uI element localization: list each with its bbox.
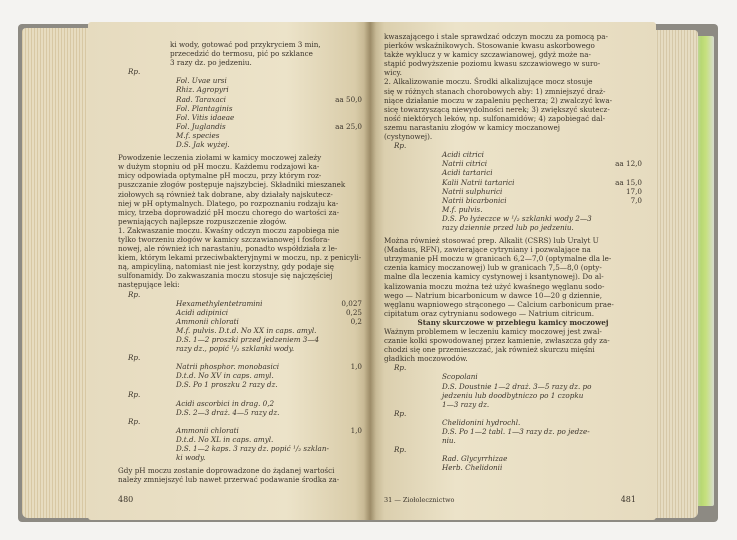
ingredient-name: Chelidonini hydrochl. — [442, 417, 521, 427]
text-line: następujące leki: — [118, 280, 180, 290]
text-line: kwaszającego i stale sprawdzać odczyn moczu za pomocą pa- — [384, 32, 608, 41]
text-line: pierków wskaźnikowych. Stosowanie kwasu askorbowego — [384, 41, 595, 51]
ingredient-name: Acidi ascorbici in drag. 0,2 — [176, 398, 275, 408]
rp-label: Rp. — [394, 141, 407, 151]
ingredient-name: D.S. Po 1—2 tabl. 1—3 razy dz. po jedze- — [442, 427, 590, 437]
prescription-line — [436, 214, 642, 223]
text-line: ność niektórych leków, np. sulfonamidów; 4) zapobiegać dal- — [384, 113, 606, 123]
ingredient-name: 1—3 razy dz. — [442, 399, 490, 409]
prescription-block — [384, 150, 642, 232]
ingredient-name: M.f. species — [176, 130, 220, 140]
ingredient-name: M.f. pulvis. — [442, 204, 483, 214]
ingredient-name: D.S. Jak wyżej. — [176, 140, 230, 150]
prescription-block — [118, 399, 362, 417]
text-line: wicy. — [384, 68, 402, 78]
prescription-line — [170, 344, 362, 353]
section-heading: Stany skurczowe w przebiegu kamicy moczowej — [417, 317, 609, 327]
text-line: stąpić podwyższenie poziomu kwasu szczawiowego w suro- — [384, 59, 601, 69]
paragraph — [118, 226, 362, 290]
ingredient-amount: 7,0 — [630, 195, 642, 205]
prescription-line — [170, 76, 362, 85]
ingredient-name: Acidi adipinici — [176, 307, 229, 317]
ingredient-amount: aa 25,0 — [335, 121, 362, 131]
prescription-line — [170, 104, 362, 113]
text-line: gładkich moczowodów. — [384, 354, 468, 364]
prescription-line — [436, 463, 642, 472]
prescription-line — [170, 335, 362, 344]
text-line: czenia kamicy moczanowej) lub w granicach 7,5—8,0 (opty- — [384, 263, 602, 273]
paragraph — [384, 32, 642, 141]
text-line: micy, trzeba doprowadzić pH moczu chorego do wartości za- — [118, 207, 340, 217]
prescription-line — [170, 113, 362, 122]
prescription-line — [436, 382, 642, 391]
ingredient-amount: 0,2 — [350, 316, 362, 326]
text-line: czanie kolki spowodowanej przez kamienie, zwłaszcza gdy za- — [384, 336, 610, 346]
prescription-block — [118, 76, 362, 149]
prescription-line — [170, 453, 362, 462]
prescription-line — [436, 400, 642, 409]
book-gutter — [364, 22, 376, 520]
text-line: utrzymanie pH moczu w granicach 6,2—7,0 (optymalne dla le- — [384, 254, 612, 264]
prescription-line — [436, 391, 642, 400]
left-top-lines — [118, 40, 362, 67]
ingredient-name: D.t.d. No XV in caps. amyl. — [176, 371, 274, 381]
prescription-line — [170, 131, 362, 140]
text-line: nowej, ale również ich narastaniu, ponadto współdziała z le- — [118, 244, 338, 254]
ingredient-amount: 1,0 — [350, 425, 362, 435]
prescription-line — [170, 408, 362, 417]
text-line: pewniających najlepsze rozpuszczenie złogów. — [118, 216, 287, 226]
prescription-line — [436, 454, 642, 463]
prescription-block — [384, 372, 642, 408]
paragraph — [384, 327, 642, 363]
text-line: także wyklucz y w kamicy szczawianowej, gdyż może na- — [384, 50, 591, 60]
rp-label: Rp. — [394, 445, 407, 455]
ingredient-name: D.S. 1—2 proszki przed jedzeniem 3—4 — [176, 335, 320, 344]
right-page — [370, 22, 656, 520]
text-line: ziołowych są również tak dobrane, aby działały najskutecz- — [118, 189, 333, 199]
ingredient-name: D.S. Po łyżeczce w ¹/₂ szklanki wody 2—3 — [442, 213, 592, 223]
ingredient-name: Rad. Glycyrrhizae — [442, 454, 508, 464]
ingredient-name: niu. — [442, 436, 456, 446]
prescription-line — [436, 418, 642, 427]
text-line: micy odpowiada optymalne pH moczu, przy którym roz- — [118, 171, 322, 181]
prescription-line — [170, 308, 362, 317]
prescription-line — [436, 427, 642, 436]
prescription-block — [118, 299, 362, 354]
text-line: puszczanie złogów postępuje najszybciej. Składniki mieszanek — [118, 180, 346, 190]
left-page — [88, 22, 372, 520]
prescription-line — [436, 205, 642, 214]
text-line: sulfonamidy. Do zakwaszania moczu stosuje się najczęściej — [118, 271, 333, 281]
prescription-block — [384, 454, 642, 472]
ingredient-name: Natrii citrici — [442, 159, 488, 169]
prescription-line — [436, 168, 642, 177]
ingredient-name: Natrii bicarbonici — [442, 195, 507, 205]
text-line: Gdy pH moczu zostanie doprowadzone do żądanej wartości — [118, 466, 335, 476]
ingredient-name: razy dz., popić ¹/₂ szklanki wody. — [176, 344, 295, 354]
prescription-block — [118, 362, 362, 389]
right-page-text — [384, 32, 642, 473]
text-line: Ważnym problemem w leczeniu kamicy moczowej jest zwal- — [384, 327, 602, 336]
prescription-line — [170, 435, 362, 444]
rp-label: Rp. — [128, 67, 141, 77]
text-line: wego — Natrium bicarbonicum w dawce 10—20 g dziennie, — [384, 290, 602, 300]
rp-label: Rp. — [394, 363, 407, 373]
text-line: niej w pH optymalnych. Dlatego, po rozpoznaniu rodzaju ka- — [118, 198, 339, 208]
ingredient-name: Ammonii chlorati — [176, 425, 239, 435]
paragraph — [118, 466, 362, 484]
text-line: należy zmniejszyć lub nawet przerwać podawanie środka za- — [118, 475, 340, 485]
text-line: Można również stosować prep. Alkalit (CSRS) lub Uralyt U — [384, 236, 599, 246]
prescription-line — [170, 317, 362, 326]
ingredient-name: Ammonii chlorati — [176, 316, 239, 326]
prescription-line — [436, 178, 642, 187]
page-footer: 31 — Ziołolecznictwo — [384, 496, 455, 504]
ingredient-name: Rad. Taraxaci — [176, 94, 226, 104]
rp-label: Rp. — [128, 353, 141, 363]
rp-label: Rp. — [394, 408, 407, 418]
ingredient-name: D.S. Doustnie 1—2 draż. 3—5 razy dz. po — [442, 381, 592, 391]
ingredient-name: jedzeniu lub doodbytniczo po 1 czopku — [442, 390, 584, 400]
ingredient-amount: aa 50,0 — [335, 94, 362, 104]
text-line: malne dla leczenia kamicy cystynowej i ksantynowej). Do al- — [384, 272, 604, 282]
paragraph — [384, 236, 642, 318]
text-line: 1. Zakwaszanie moczu. Kwaśny odczyn moczu zapobiega nie — [118, 225, 340, 235]
text-line: ki wody, gotować pod przykryciem 3 min, — [170, 40, 321, 49]
text-line: ną, ampicyliną, natomiast nie jest korzystny, gdy podaje się — [118, 262, 335, 272]
page-number: 481 — [620, 495, 636, 504]
prescription-block — [384, 418, 642, 445]
prescription-block — [118, 426, 362, 462]
ingredient-name: Herb. Chelidonii — [442, 463, 503, 473]
prescription-line — [170, 380, 362, 389]
prescription-line — [436, 372, 642, 381]
ingredient-name: D.S. 1—2 kaps. 3 razy dz. popić ¹/₂ szklan- — [176, 444, 329, 454]
ingredient-amount: 1,0 — [350, 362, 362, 372]
prescription-line — [170, 444, 362, 453]
ingredient-name: Fol. Plantaginis — [176, 103, 233, 113]
text-line: przecedzić do termosu, pić po szklance — [170, 49, 313, 59]
rp-label: Rp. — [128, 389, 141, 399]
ingredient-name: M.f. pulvis. D.t.d. No XX in caps. amyl. — [176, 325, 317, 335]
prescription-line — [170, 122, 362, 131]
prescription-line — [170, 85, 362, 94]
prescription-line — [170, 95, 362, 104]
ingredient-name: razy dziennie przed lub po jedzeniu. — [442, 222, 574, 232]
prescription-line — [436, 436, 642, 445]
ingredient-amount: 17,0 — [625, 186, 642, 196]
ingredient-amount: aa 15,0 — [615, 177, 642, 187]
text-line: w dużym stopniu od pH moczu. Każdemu rodzajowi ka- — [118, 162, 320, 172]
prescription-line — [170, 399, 362, 408]
text-line: (Madaus, RFN), zawierające cytryniany i pozwalające na — [384, 245, 591, 255]
text-line: tylko tworzeniu złogów w kamicy szczawianowej i fosfora- — [118, 234, 330, 244]
ingredient-name: Acidi tartarici — [442, 168, 493, 178]
ingredient-name: Natrii phosphor. monobasici — [176, 362, 280, 372]
text-line: Powodzenie leczenia ziołami w kamicy moczowej zależy — [118, 153, 322, 163]
text-line: cipitatum oraz cytrynianu sodowego — Natrium citricum. — [384, 308, 595, 318]
ingredient-name: D.S. Po 1 proszku 2 razy dz. — [176, 380, 278, 390]
ingredient-name: Acidi citrici — [442, 150, 484, 160]
text-line: niące działanie moczu w zapaleniu pęcherza; 2) zwalczyć kwa- — [384, 95, 613, 105]
prescription-line — [436, 150, 642, 159]
ingredient-amount: 0,25 — [345, 307, 362, 317]
ingredient-name: Natrii sulphurici — [442, 186, 503, 196]
prescription-line — [170, 299, 362, 308]
ingredient-name: ki wody. — [176, 453, 206, 463]
paragraph — [118, 153, 362, 226]
prescription-line — [170, 426, 362, 435]
prescription-line — [436, 187, 642, 196]
ingredient-name: Fol. Uvae ursi — [176, 76, 227, 86]
ingredient-amount: 0,027 — [341, 298, 362, 308]
prescription-line — [170, 140, 362, 149]
page-number: 480 — [118, 495, 134, 504]
prescription-line — [436, 223, 642, 232]
text-line: 2. Alkalizowanie moczu. Środki alkalizujące mocz stosuje — [384, 77, 593, 87]
text-line: (cystynowej). — [384, 132, 433, 142]
ingredient-amount: aa 12,0 — [615, 159, 642, 169]
ingredient-name: D.S. 2—3 draż. 4—5 razy dz. — [176, 407, 280, 417]
text-line: sicę towarzyszącą niewydolności nerek; 3) zwiększyć skutecz- — [384, 104, 610, 114]
text-line: węglanu wapniowego strąconego — Calcium carbonicum prae- — [384, 299, 614, 309]
text-line: kiem, którym lekami przeciwbakteryjnymi w moczu, np. z penicyli- — [118, 253, 362, 263]
left-page-text — [118, 40, 362, 485]
text-line: się w różnych stanach chorobowych aby: 1) zmniejszyć draż- — [384, 86, 606, 96]
ingredient-name: Rhiz. Agropyri — [176, 85, 229, 95]
prescription-line — [436, 196, 642, 205]
rp-label: Rp. — [128, 416, 141, 426]
text-line: 3 razy dz. po jedzeniu. — [170, 58, 252, 68]
ingredient-name: Fol. Vitis idaeae — [176, 112, 235, 122]
ingredient-name: Scopolani — [442, 372, 478, 382]
prescription-line — [170, 326, 362, 335]
rp-label: Rp. — [128, 289, 141, 299]
text-line: chodzi się one przemieszczać, jak również skurczu mięśni — [384, 345, 595, 355]
ingredient-name: D.t.d. No XL in caps. amyl. — [176, 435, 274, 445]
text-line: szemu narastaniu złogów w kamicy moczanowej — [384, 122, 560, 132]
prescription-line — [436, 159, 642, 168]
ingredient-name: Hexamethylentetramini — [176, 298, 263, 308]
ingredient-name: Kalii Natrii tartarici — [442, 177, 515, 187]
text-line: kalizowania moczu można też użyć kwaśnego węglanu sodo- — [384, 281, 605, 291]
prescription-line — [170, 362, 362, 371]
ingredient-name: Fol. Juglandis — [176, 121, 226, 131]
prescription-line — [170, 371, 362, 380]
